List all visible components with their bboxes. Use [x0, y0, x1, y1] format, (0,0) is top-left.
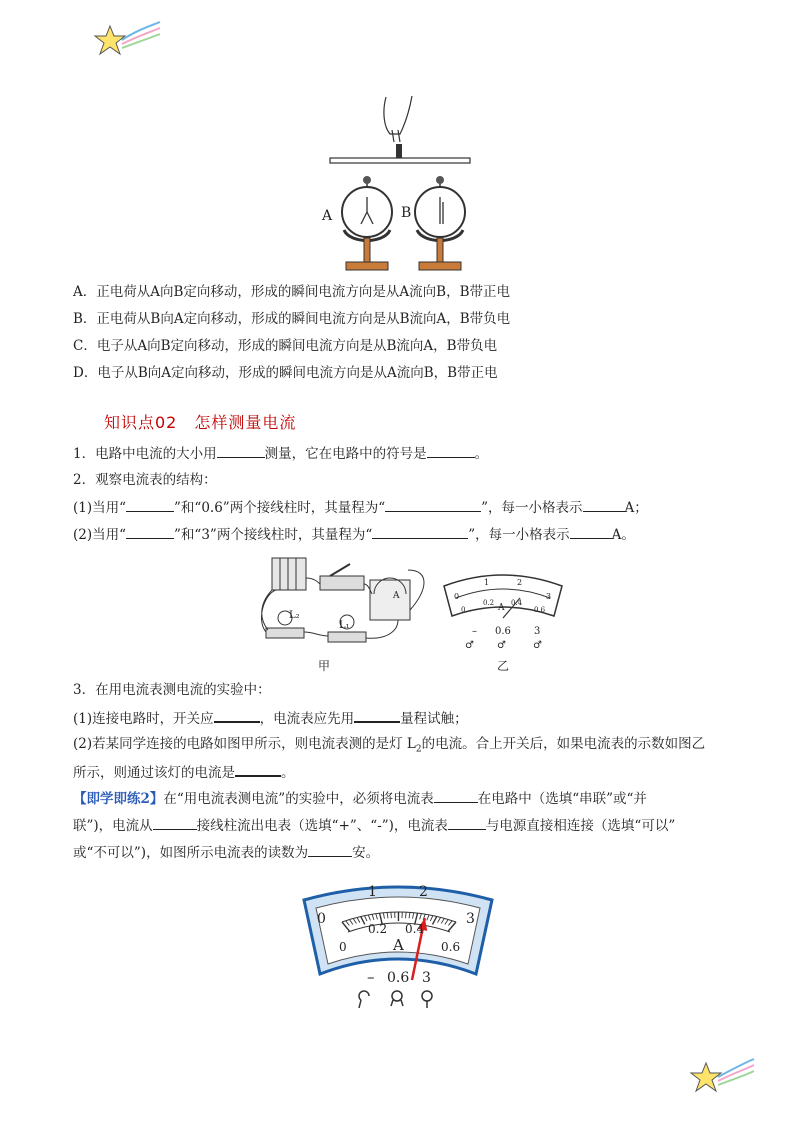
large-scale-bottom-2: 0.4 [405, 922, 425, 936]
large-scale-top-3: 3 [466, 911, 475, 927]
terminal-post-icon: ♂ [497, 640, 506, 651]
scale-bottom-3: 0.6 [534, 606, 546, 614]
section-heading: 知识点02 怎样测量电流 [104, 413, 297, 432]
large-scale-bottom-3: 0.6 [441, 940, 461, 954]
question-3-title: 3．在用电流表测电流的实验中： [73, 682, 271, 698]
question-3-line-1: (1)连接电路时，开关应 ，电流表应先用 量程试触； [73, 707, 468, 729]
meter-unit: A [498, 603, 505, 613]
terminal-3: 3 [534, 626, 541, 637]
terminal-post-icon [391, 991, 403, 1006]
option-c: C．电子从A向B定向移动，形成的瞬间电流方向是从B流向A，B带负电 [73, 338, 498, 354]
battery-icon [272, 558, 306, 590]
label-b: B [401, 205, 412, 221]
scale-top-3: 3 [546, 592, 552, 601]
hand-with-rod-icon [384, 96, 412, 158]
question-2-line-1: (1)当用“ ”和“0.6”两个接线柱时，其量程为“ ”，每一小格表示 A； [73, 497, 648, 518]
terminal-post-icon [359, 991, 369, 1008]
large-scale-bottom-1: 0.2 [368, 922, 388, 936]
circuit-figure-jia [258, 550, 438, 650]
electroscope-a [342, 176, 392, 270]
practice-line-3: 或“不可以”)，如图所示电流表的读数为 安。 [73, 842, 379, 863]
large-scale-top-0: 0 [317, 911, 326, 927]
terminal-post-icon: ♂ [465, 640, 474, 651]
large-terminal-3: 3 [422, 970, 431, 986]
question-2-line-2: (2)当用“ ”和“3”两个接线柱时，其量程为“ ”，每一小格表示 A。 [73, 524, 635, 545]
terminal-post-icon [422, 991, 432, 1008]
large-meter-unit: A [393, 936, 404, 954]
label-l1: L₁ [339, 620, 350, 631]
electroscope-b [415, 176, 465, 270]
option-a: A．正电荷从A向B定向移动，形成的瞬间电流方向是从A流向B，B带正电 [73, 284, 511, 300]
star-decoration-icon [92, 18, 162, 63]
scale-bottom-2: 0.4 [511, 599, 523, 607]
large-scale-top-2: 2 [419, 884, 428, 900]
scale-top-1: 1 [484, 578, 490, 587]
scale-bottom-1: 0.2 [483, 599, 495, 607]
question-3-line-2: (2)若某同学连接的电路如图甲所示，则电流表测的是灯 $L_2$的电流。合上开关后，如果电流表的示数如图乙 [73, 736, 706, 755]
caption-yi: 乙 [497, 659, 510, 673]
scale-bottom-0: 0 [461, 606, 466, 614]
question-2-title: 2．观察电流表的结构： [73, 472, 217, 488]
terminal-post-icon: ♂ [533, 640, 542, 651]
terminal-minus: – [472, 626, 477, 637]
practice-line-1: 【即学即练2】在“用电流表测电流”的实验中，必须将电流表 在电路中（选填“串联”或“并 [73, 788, 647, 809]
option-b: B．正电荷从B向A定向移动，形成的瞬间电流方向是从B流向A，B带负电 [73, 311, 511, 327]
scale-top-2: 2 [517, 578, 523, 587]
large-scale-bottom-0: 0 [339, 940, 347, 954]
label-a: A [322, 208, 333, 224]
scale-top-0: 0 [454, 592, 460, 601]
label-l2: L₂ [289, 610, 300, 621]
large-terminal-minus: – [367, 968, 375, 986]
question-3-line-3: 所示，则通过该灯的电流是 。 [73, 761, 295, 783]
large-scale-top-1: 1 [368, 884, 377, 900]
ammeter-label: A [393, 591, 400, 601]
terminal-06: 0.6 [495, 626, 511, 637]
metal-rod [330, 158, 470, 163]
question-1: 1．电路中电流的大小用 测量，它在电路中的符号是 。 [73, 443, 488, 464]
switch-icon [320, 576, 364, 590]
scale-tick [405, 912, 406, 918]
terminal-posts [355, 986, 445, 1010]
large-terminal-06: 0.6 [387, 970, 410, 986]
practice-tag: 【即学即练2】 [73, 791, 164, 807]
electroscope-figure [320, 92, 480, 277]
star-decoration-icon [688, 1055, 758, 1100]
scale-tick [391, 912, 392, 918]
practice-line-2: 联”)，电流从 接线柱流出电表（选填“+”、“-”)，电流表 与电源直接相连接（选填“可以” [73, 815, 675, 836]
option-d: D．电子从B向A定向移动，形成的瞬间电流方向是从A流向B，B带正电 [73, 365, 498, 381]
caption-jia: 甲 [318, 659, 331, 673]
